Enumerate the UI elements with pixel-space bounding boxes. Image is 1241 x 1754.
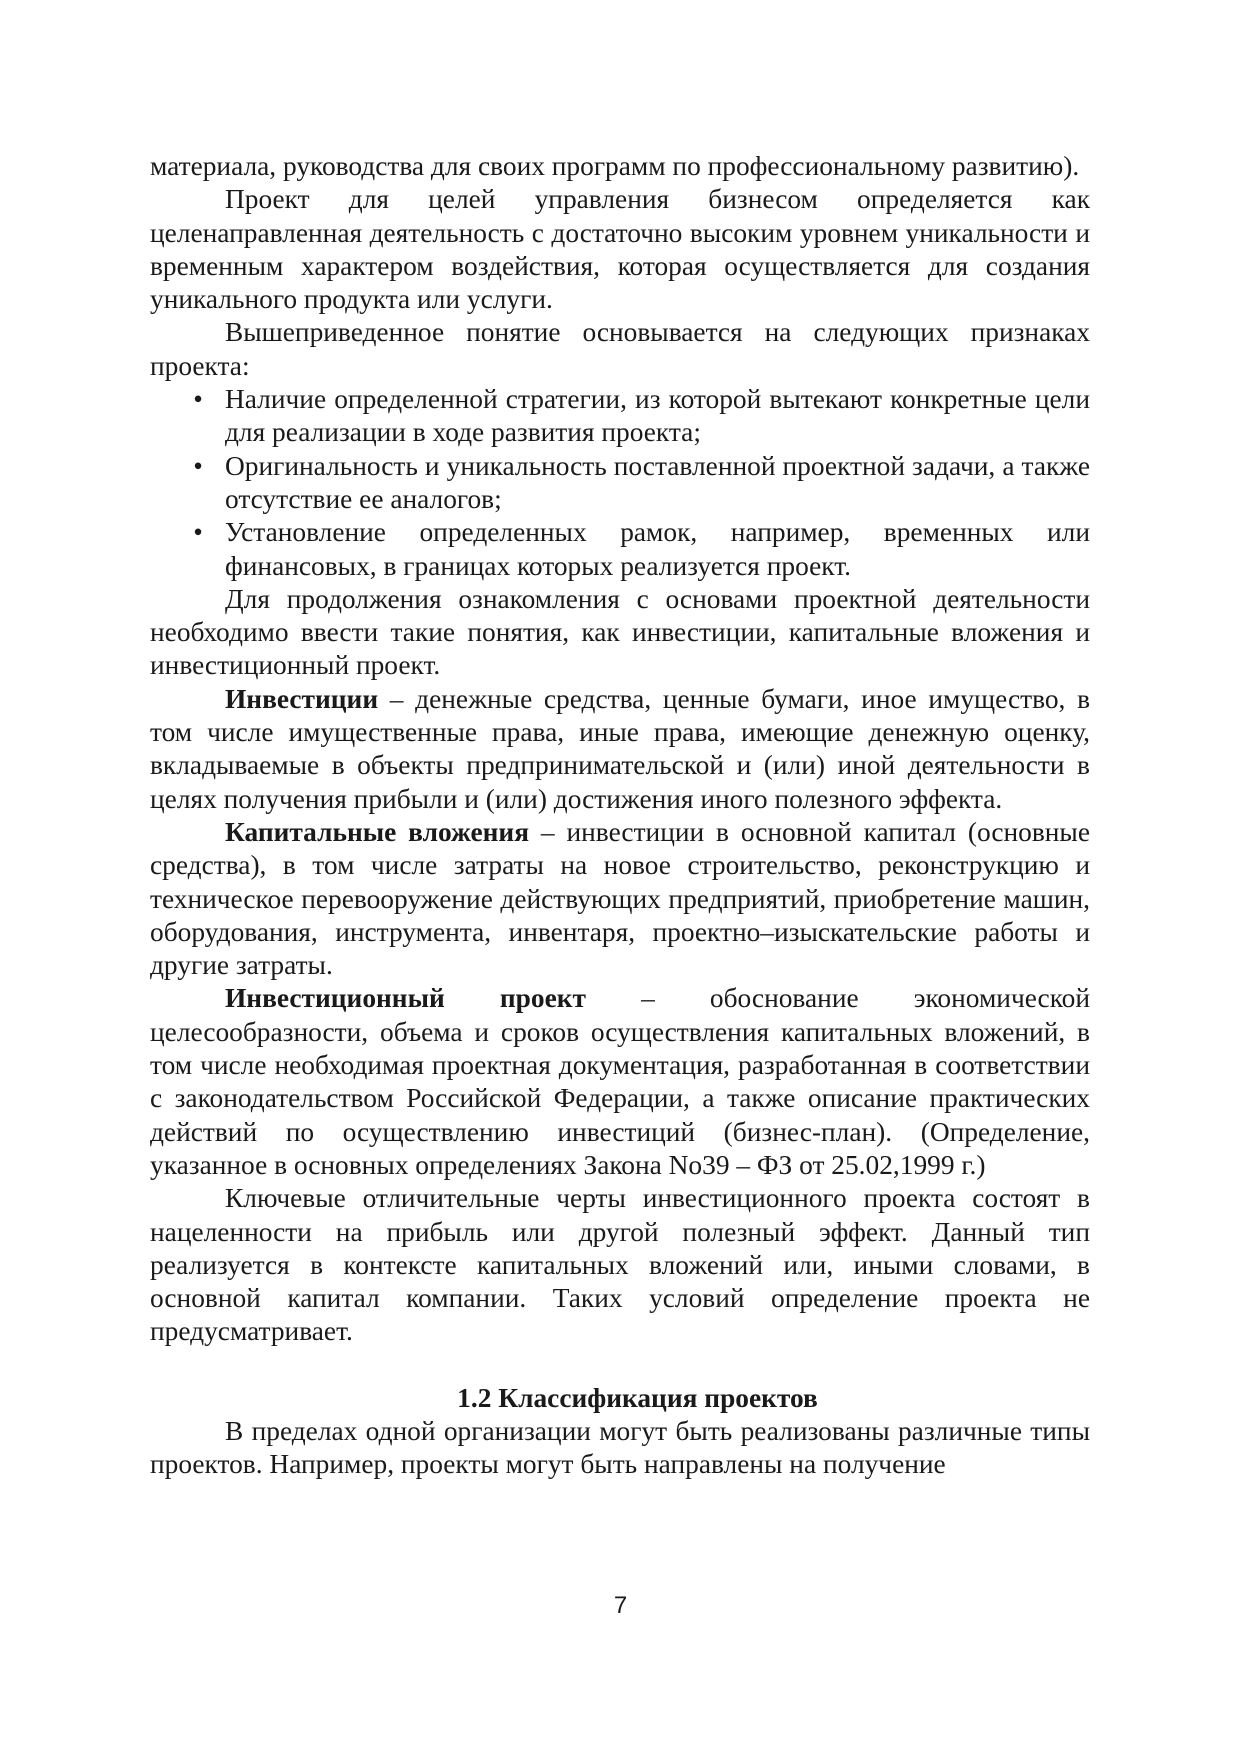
bullet-icon: • (193, 517, 203, 548)
paragraph-concepts-intro: Для продолжения ознакомления с основами проектной деятельности необходимо ввести такие понятия, как инвестиции, капитальные вложения и инвестиционный проект. (150, 583, 1090, 681)
list-item-text: Установление определенных рамок, например, временных или финансовых, в границах которых реализуется проект. (225, 517, 1090, 581)
definition-investments (150, 683, 1090, 816)
list-item-text: Оригинальность и уникальность поставленной проектной задачи, а также отсутствие ее аналогов; (225, 450, 1090, 514)
list-item-text: Наличие определенной стратегии, из которой вытекают конкретные цели для реализации в ходе развития проекта; (225, 384, 1090, 448)
bullet-icon: • (193, 450, 203, 481)
list-item (150, 383, 1090, 450)
term-capital-investments: Капитальные вложения (225, 816, 530, 847)
section-heading: 1.2 Классификация проектов (457, 1382, 818, 1413)
definition-text: – обоснование экономической целесообразности, объема и сроков осуществления капитальных вложений, в том числе необходимая проектная документация, разработанная в соответствии с законодательством Российской Федерации, а также описание практических действий по осуществлению инвестиций (бизнес-план). (Определение, указанное в основных определениях Закона No39 – ФЗ от 25.02,1999 г.) (150, 983, 1090, 1180)
paragraph-section-intro: В пределах одной организации могут быть реализованы различные типы проектов. Например, проекты могут быть направлены на получение (150, 1415, 1090, 1480)
list-item (150, 516, 1090, 583)
paragraph-project-definition: Проект для целей управления бизнесом определяется как целенаправленная деятельность с достаточно высоким уровнем уникальности и временным характером воздействия, которая осуществляется для создания уникального продукта или услуги. (150, 184, 1090, 315)
definition-investment-project (150, 982, 1090, 1182)
page-number: 7 (613, 1592, 628, 1619)
term-investment-project: Инвестиционный проект (225, 983, 586, 1014)
definition-text: – денежные средства, ценные бумаги, иное имущество, в том числе имущественные права, иные права, имеющие денежную оценку, вкладываемые в объекты предпринимательской и (или) иной деятельности в целях получения прибыли и (или) достижения иного полезного эффекта. (150, 683, 1090, 814)
bullet-icon: • (193, 384, 203, 415)
list-item (150, 450, 1090, 517)
definition-capital-investments (150, 816, 1090, 982)
definition-text: – инвестиции в основной капитал (основные средства), в том числе затраты на новое строительство, реконструкцию и техническое перевооружение действующих предприятий, приобретение машин, оборудования, инструмента, инвентаря, проектно–изыскательские работы и другие затраты. (150, 816, 1090, 981)
project-features-list (150, 383, 1090, 583)
paragraph-continuation: материала, руководства для своих программ по профессиональному развитию). (150, 151, 1080, 181)
term-investments: Инвестиции (225, 683, 379, 714)
paragraph-project-features-intro: Вышеприведенное понятие основывается на следующих признаках проекта: (150, 317, 1090, 381)
document-page (150, 150, 1090, 1482)
paragraph-key-features: Ключевые отличительные черты инвестиционного проекта состоят в нацеленности на прибыль или другой полезный эффект. Данный тип реализуется в контексте капитальных вложений или, иными словами, в основной капитал компании. Таких условий определение проекта не предусматривает. (150, 1183, 1090, 1347)
